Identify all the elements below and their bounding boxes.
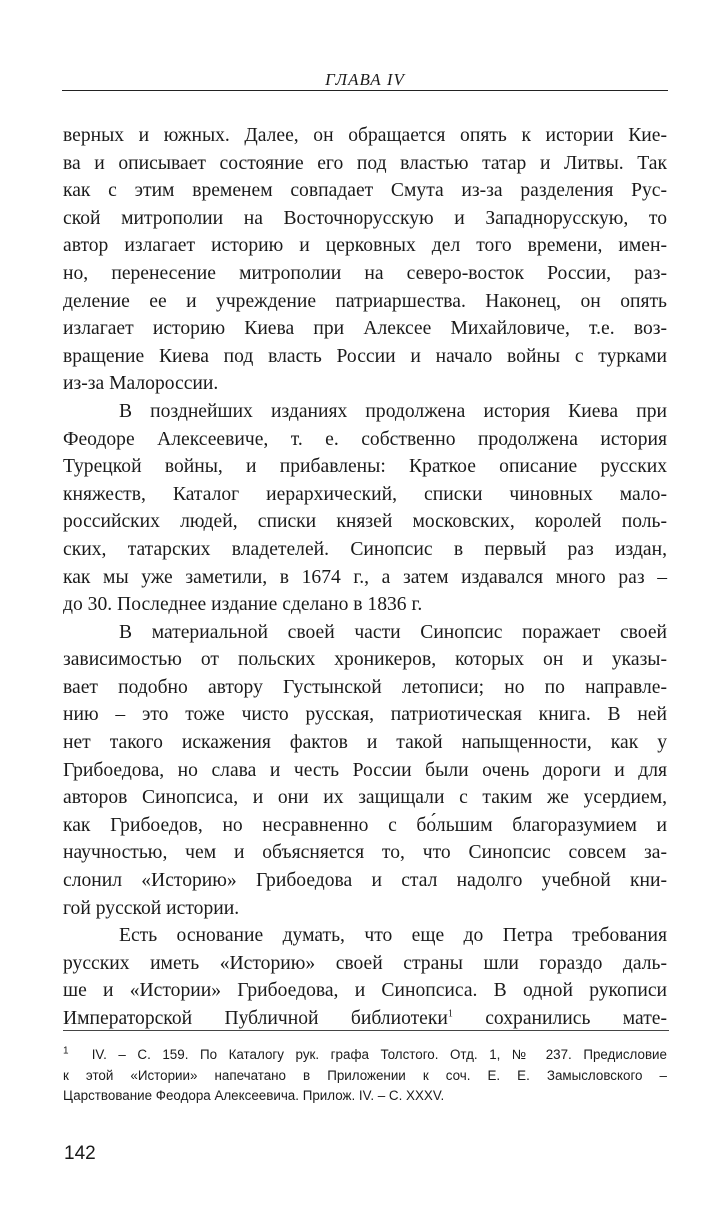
footnote-line [63,1045,667,1066]
page-number: 142 [64,1143,96,1164]
text-line: но, перенесение митрополии на северо-восток России, раз- [63,262,667,284]
text-line: В позднейших изданиях продолжена история Киева при [119,400,667,422]
text-line: слонил «Историю» Грибоедова и стал надолго учебной кни- [63,870,667,892]
text-line-with-footnote [63,1005,667,1033]
text-line: русских иметь «Историю» своей страны шли гораздо даль- [63,952,667,974]
text-line: как с этим временем совпадает Смута из-за разделения Рус- [63,180,667,202]
text-line: как мы уже заметили, в 1674 г., а затем издавался много раз – [63,566,667,588]
text-line: научностью, чем и объясняется то, что Синопсис совсем за- [63,842,667,864]
text-line: верных и южных. Далее, он обращается опять к истории Кие- [63,125,667,146]
text-line: зависимостью от польских хроникеров, которых он и указы- [63,649,667,671]
body-text [63,122,667,1033]
text-line: излагает историю Киева при Алексее Михайловиче, т.е. воз- [63,318,667,340]
text-line: вращение Киева под власть России и начало войны с турками [63,345,667,367]
running-title: ГЛАВА IV [325,70,405,89]
text-fragment: сохранились мате- [485,1008,667,1029]
text-line: княжеств, Каталог иерархический, списки чиновных мало- [63,483,667,505]
text-line: гой русской истории. [63,897,240,919]
text-line: нет такого искажения фактов и такой напыщенности, как у [63,732,667,754]
footnote-marker: 1 [63,1045,69,1057]
text-line: ше и «Истории» Грибоедова, и Синопсиса. В одной рукописи [63,980,667,1002]
text-line: авторов Синопсиса, и они их защищали с таким же усердием, [63,787,667,809]
text-line: до 30. Последнее издание сделано в 1836 г. [63,594,423,616]
text-line: нию – это тоже чисто русская, патриотическая книга. В ней [63,704,667,726]
running-header [62,64,668,91]
text-line: Турецкой войны, и прибавлены: Краткое описание русских [63,456,667,478]
footnote-reference: 1 [447,1008,453,1020]
text-line: Есть основание думать, что еще до Петра требования [119,925,667,947]
text-line: ских, татарских владетелей. Синопсис в первый раз издан, [63,538,667,560]
text-line: из-за Малороссии. [63,373,219,395]
footnote-line: к этой «Истории» напечатано в Приложении к соч. Е. Е. Замысловского – [63,1067,667,1083]
text-fragment: Императорской Публичной библиотеки [63,1008,448,1029]
footnotes [63,1045,667,1107]
text-line: вает подобно автору Густынской летописи; но по направле- [63,676,667,698]
text-line: Грибоедова, но слава и честь России были очень дороги и для [63,759,667,781]
text-line: российских людей, списки князей московских, королей поль- [63,511,667,533]
text-line: В материальной своей части Синопсис поражает своей [119,621,667,643]
text-line: ва и описывает состояние его под властью татар и Литвы. Так [63,152,667,174]
text-line: ской митрополии на Восточнорусскую и Западнорусскую, то [63,207,667,229]
text-line: деление ее и учреждение патриаршества. Наконец, он опять [63,290,667,312]
footnote-divider [63,1030,669,1031]
footnote-line: Царствование Феодора Алексеевича. Прилож. IV. – С. XXXV. [63,1088,445,1103]
text-line: Феодоре Алексеевиче, т. е. собственно продолжена история [63,428,667,450]
text-line: как Грибоедов, но несравненно с бо́льшим благоразумием и [63,814,667,836]
footnote-text: IV. – С. 159. По Каталогу рук. графа Толстого. Отд. 1, № 237. Предисловие [91,1047,667,1062]
text-line: автор излагает историю и церковных дел того времени, имен- [63,235,667,257]
